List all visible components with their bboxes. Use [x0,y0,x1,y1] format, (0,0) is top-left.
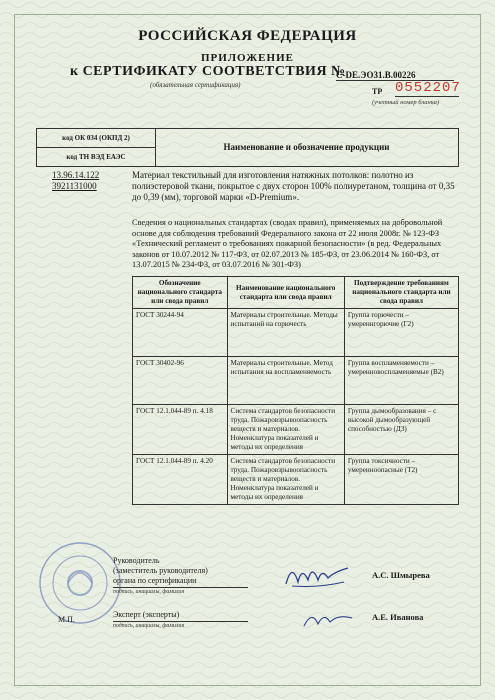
row-code: ГОСТ 12.1.044-89 п. 4.20 [133,455,228,505]
expert-label: Эксперт (эксперты) [113,610,180,619]
certification-type: (обязательная сертификация) [150,81,241,89]
standards-intro: Сведения о национальных стандартах (сводах правил), применяемых на добровольной основе для соблюдения требований Федерального закона от 22 июля 2008г. № 123-ФЗ «Технический регламент о требованиях пожарной безопасности» (в ред. Федеральных законов от 10.07.2012 № 117-ФЗ, от 02.07.2013 № 185-ФЗ, от 23.06.2014 № 160-ФЗ, от 13.07.2015 № 234-ФЗ, от 03.07.2016 № 301-ФЗ) [132,218,443,269]
certificate-title: к СЕРТИФИКАТУ СООТВЕТСТВИЯ № [70,64,346,79]
row-name: Система стандартов безопасности труда. Пожаровзрывоопасность веществ и материалов. Номенклатура показателей и методы их определения [227,405,344,455]
certification-seal [38,541,122,625]
tnved-code-label: код ТН ВЭД ЕАЭС [66,153,126,161]
row-result: Группа воспламеняемости – умеренновоспламеняемые (В2) [344,357,458,405]
tr-label: ТР [372,87,383,96]
head-name: А.С. Шмырева [372,570,430,580]
blank-number-caption: (учетный номер бланка) [372,99,440,106]
country-title: РОССИЙСКАЯ ФЕДЕРАЦИЯ [138,28,357,44]
column-header-result: Подтверждение требованиям национального стандарта или свода правил [344,277,458,309]
product-heading: Наименование и обозначение продукции [223,142,390,152]
code-values [52,170,99,192]
product-description: Материал текстильный для изготовления натяжных потолков: полотно из полиэстеровой ткани, покрытое с двух сторон 100% полиуретаном, толщина от 0,35 до 0,39 (мм), торговой марки «D-Premium». [132,170,455,202]
row-code: ГОСТ 30244-94 [133,309,228,357]
table-header-row [133,277,459,309]
codes-left-column [37,129,156,166]
row-name: Материалы строительные. Методы испытаний на горючесть [227,309,344,357]
row-result: Группа дымообразования – с высокой дымообразующей способностью (Д3) [344,405,458,455]
expert-signature-caption: подпись, инициалы, фамилия [113,621,248,629]
row-code: ГОСТ 12.1.044-89 п. 4.18 [133,405,228,455]
expert-signature [300,606,356,632]
row-result: Группа токсичности – умеренноопасные (Т2) [344,455,458,505]
head-label-3: органа по сертификации [113,576,197,585]
table-row [133,357,459,405]
row-result: Группа горючести – умереннгорючие (Г2) [344,309,458,357]
blank-number: 0552207 [395,80,461,96]
appendix-title: ПРИЛОЖЕНИЕ [201,52,294,64]
column-header-code: Обозначение национального стандарта или свода правил [133,277,228,309]
codes-header-box [36,128,459,167]
standards-table [132,276,459,505]
head-signature [282,558,352,592]
column-header-name: Наименование национального стандарта или свода правил [227,277,344,309]
row-name: Материалы строительные. Метод испытания на воспламеняемость [227,357,344,405]
certificate-number: C-DE.ЭО31.В.00226 [336,70,454,81]
tnved-code-value: 3921131000 [52,181,97,191]
table-row [133,455,459,505]
head-label-2: (заместитель руководителя) [113,566,208,575]
table-row [133,309,459,357]
okp-code-value: 13.96.14.122 [52,170,100,180]
row-code: ГОСТ 30402-96 [133,357,228,405]
head-label-1: Руководитель [113,556,160,565]
table-row [133,405,459,455]
stamp-place: М.П. [58,615,75,624]
expert-name: А.Е. Иванова [372,612,424,622]
head-signature-caption: подпись, инициалы, фамилия [113,587,248,595]
row-name: Система стандартов безопасности труда. Пожаровзрывоопасность веществ и материалов. Номенклатура показателей и методы их определения [227,455,344,505]
okp-code-label: код ОК 034 (ОКПД 2) [37,129,155,148]
